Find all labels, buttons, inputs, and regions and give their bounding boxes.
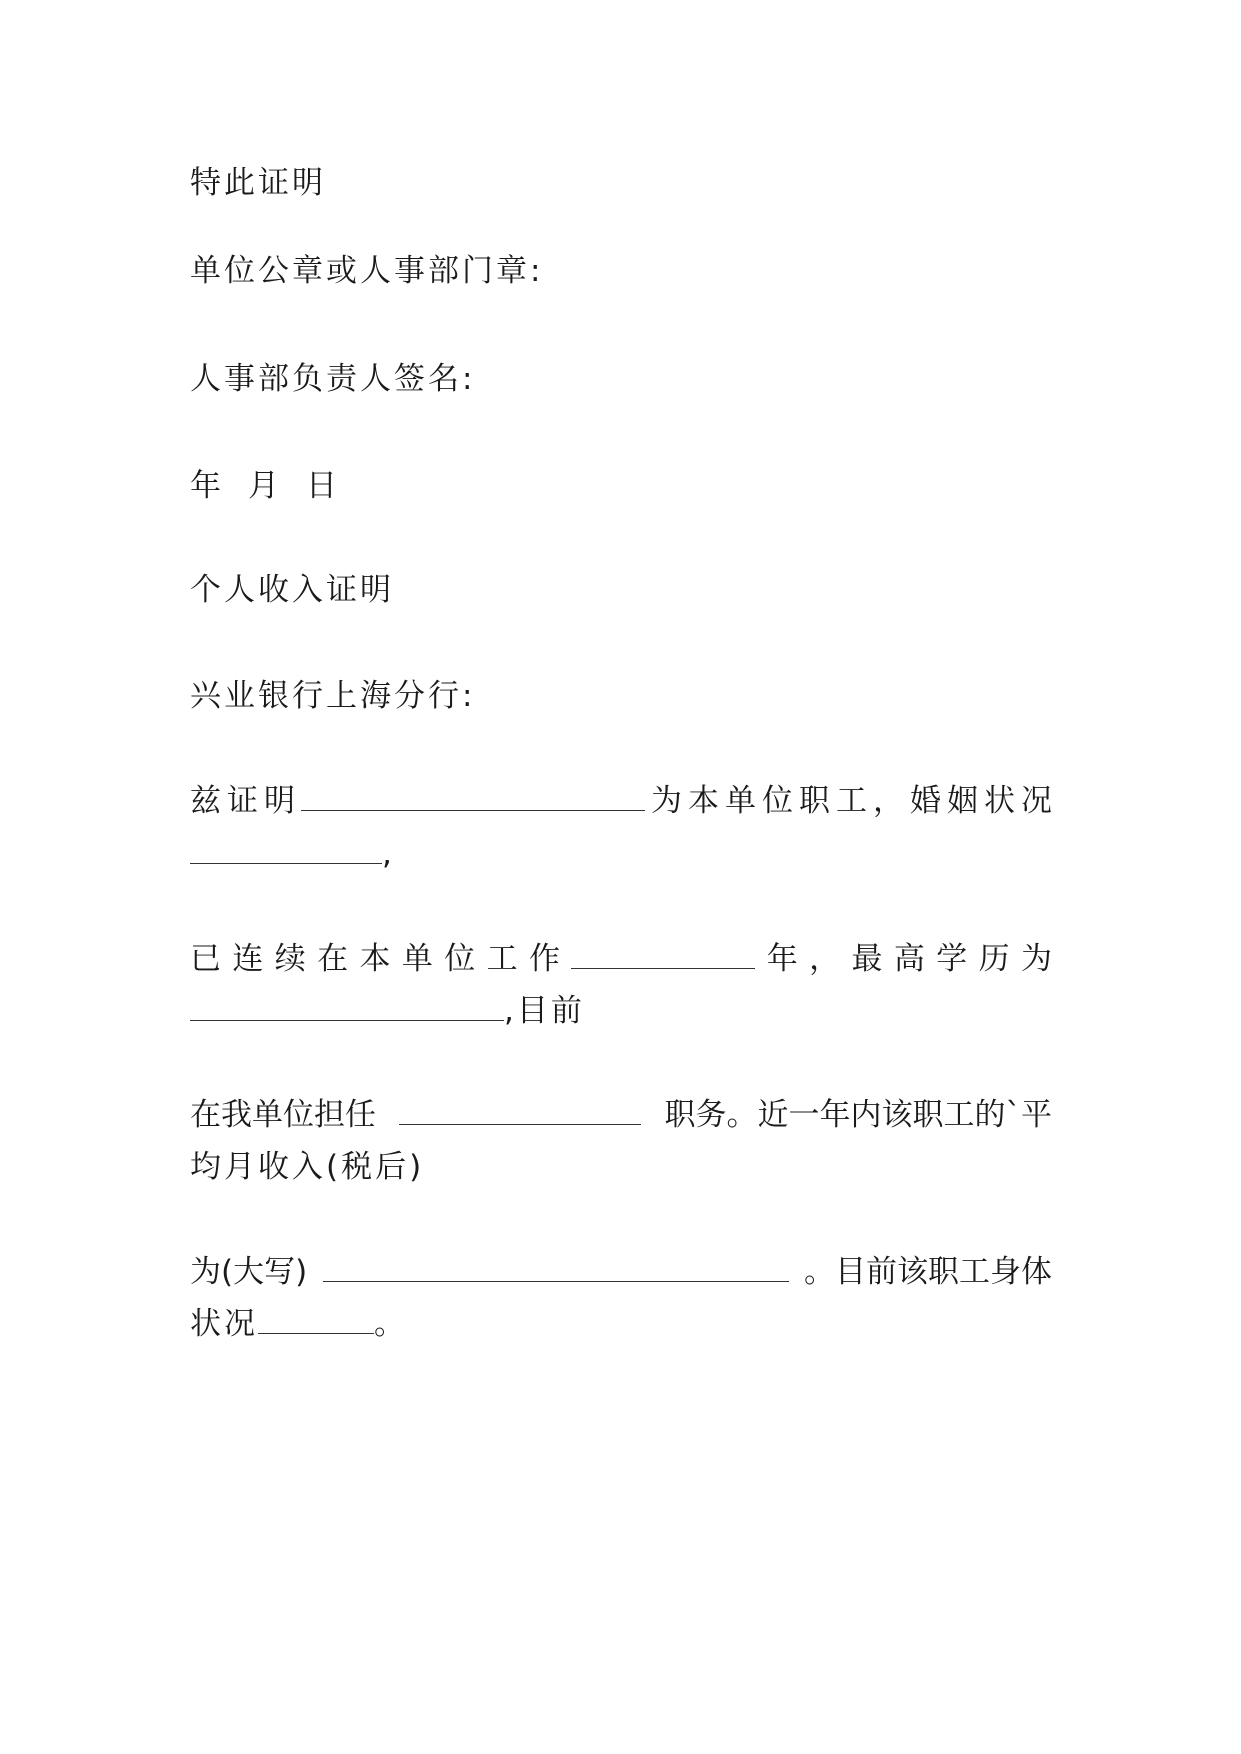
p2-char: 连 <box>232 941 264 977</box>
te-ci-zheng-ming: 特此证明 <box>190 165 326 201</box>
position-blank[interactable] <box>399 1098 641 1125</box>
p1-char: 位 <box>762 783 793 819</box>
p1-char: 证 <box>227 783 258 819</box>
p2-char: 本 <box>359 941 391 977</box>
paragraph-4-line-1 <box>190 1252 1052 1292</box>
marital-status-blank[interactable] <box>190 837 382 864</box>
employee-name-blank[interactable] <box>301 784 645 811</box>
paragraph-3-line-1 <box>190 1095 1052 1135</box>
date-month: 月 <box>248 468 282 504</box>
p2-char: ， <box>809 941 841 977</box>
addressee: 兴业银行上海分行: <box>190 678 476 714</box>
p2-char: 在 <box>317 941 349 977</box>
p2-char: 学 <box>936 941 968 977</box>
p1-char: 兹 <box>190 783 221 819</box>
p1-char: 婚 <box>910 783 941 819</box>
p2-char: 作 <box>529 941 560 977</box>
p2-line2-end: ,目前 <box>504 993 585 1029</box>
health-status-blank[interactable] <box>258 1307 374 1334</box>
paragraph-1-line-1 <box>190 781 1052 821</box>
p1-char: 明 <box>264 783 295 819</box>
paragraph-3-line-2: 均月收入(税后) <box>190 1149 425 1185</box>
paragraph-2-line-1 <box>190 939 1052 979</box>
p2-char: 历 <box>978 941 1010 977</box>
p1-char: 姻 <box>947 783 978 819</box>
p3-end: 职务。近一年内该职工的`平 <box>664 1097 1052 1133</box>
form-title: 个人收入证明 <box>190 572 394 608</box>
p1-char: 单 <box>725 783 756 819</box>
p1-char: 工 <box>836 783 867 819</box>
p4-start: 为(大写) <box>190 1254 308 1290</box>
paragraph-1-line-2 <box>190 834 395 874</box>
seal-label: 单位公章或人事部门章: <box>190 253 544 289</box>
hr-signature-label: 人事部负责人签名: <box>190 361 476 397</box>
p4-line2-start: 状况 <box>190 1306 258 1342</box>
p2-char: 工 <box>486 941 518 977</box>
years-worked-blank[interactable] <box>571 942 755 969</box>
p2-char: 已 <box>190 941 221 977</box>
p2-char: 为 <box>1021 941 1052 977</box>
p4-end: 。目前该职工身体 <box>803 1254 1052 1290</box>
p1-char: 况 <box>1021 783 1052 819</box>
p1-char: ， <box>873 783 904 819</box>
paragraph-2-line-2 <box>190 991 585 1031</box>
p2-char: 最 <box>851 941 883 977</box>
paragraph-4-line-2 <box>190 1304 408 1344</box>
p1-char: 职 <box>799 783 830 819</box>
education-blank[interactable] <box>190 994 504 1021</box>
p1-line2-end: , <box>382 836 395 872</box>
p2-char: 年 <box>766 941 798 977</box>
p2-char: 单 <box>401 941 433 977</box>
p2-char: 高 <box>893 941 925 977</box>
date-year: 年 <box>190 468 224 504</box>
p1-char: 本 <box>688 783 719 819</box>
income-amount-blank[interactable] <box>323 1255 789 1282</box>
p1-char: 为 <box>651 783 682 819</box>
p4-line2-end: 。 <box>374 1306 408 1342</box>
date-day: 日 <box>306 468 340 504</box>
p2-char: 位 <box>444 941 476 977</box>
p3-start: 在我单位担任 <box>190 1097 376 1133</box>
p2-char: 续 <box>274 941 306 977</box>
date-line <box>190 466 340 506</box>
p1-char: 状 <box>984 783 1015 819</box>
